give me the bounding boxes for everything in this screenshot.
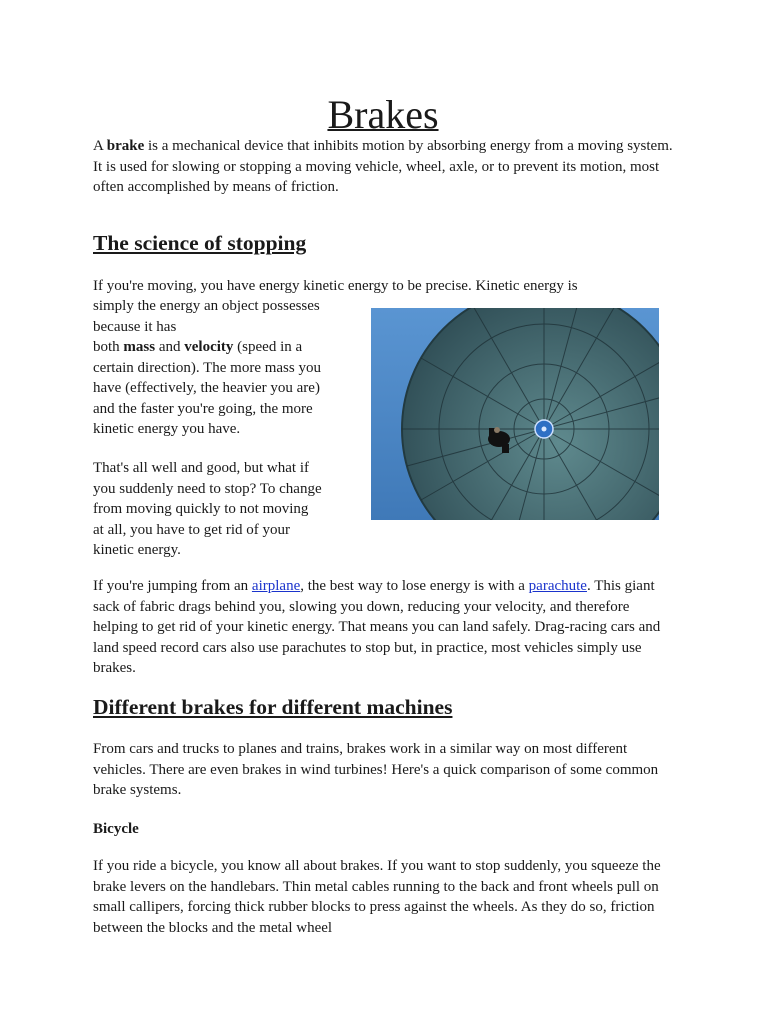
bicycle-paragraph: If you ride a bicycle, you know all about brakes. If you want to stop suddenly, you squeeze the brake levers on the handlebars. Thin metal cables running to the back and front wheels pull on small callipers, forcing thick rubber blocks to press against the wheels. As they do so, friction between the blocks and the metal wheel	[93, 858, 661, 936]
velocity-term: velocity	[184, 339, 234, 355]
page-title: Brakes	[327, 92, 439, 137]
machines-paragraph: From cars and trucks to planes and trains, brakes work in a similar way on most different vehicles. There are even brakes in wind turbines! Here's a quick comparison of some common brake systems.	[93, 741, 659, 798]
parachute-paragraph: If you're jumping from an airplane, the best way to lose energy is with a parachute. This giant sack of fabric drags behind you, slowing you down, reducing your velocity, and therefore helping to get rid of your kinetic energy. That means you can land safely. Drag-racing cars and land speed record cars also use parachutes to stop but, in practice, most vehicles simply use brakes.	[93, 578, 661, 676]
subheading-bicycle: Bicycle	[93, 821, 139, 837]
brake-term: brake	[106, 138, 145, 154]
kinetic-first-line: If you're moving, you have energy kinetic energy to be precise. Kinetic energy is	[93, 278, 578, 294]
parachute-link[interactable]: parachute	[528, 578, 587, 594]
parachute-photo	[371, 308, 659, 520]
airplane-link[interactable]: airplane	[251, 578, 301, 594]
mass-term: mass	[123, 339, 156, 355]
kinetic-paragraph: simply the energy an object possesses because it has both mass and velocity (speed in a certain direction). The more mass you have (effectively, the heavier you are) and the faster you're going, the more kinetic energy you have.	[93, 298, 321, 437]
section-heading-science: The science of stopping	[93, 231, 307, 255]
intro-paragraph: A brake is a mechanical device that inhibits motion by absorbing energy from a moving system. It is used for slowing or stopping a moving vehicle, wheel, axle, or to prevent its motion, most often accomplished by means of friction.	[93, 138, 673, 195]
section-heading-machines: Different brakes for different machines	[93, 695, 453, 719]
parachute-image	[371, 308, 659, 520]
stop-paragraph: That's all well and good, but what if you suddenly need to stop? To change from moving quickly to not moving at all, you have to get rid of your kinetic energy.	[93, 460, 322, 558]
